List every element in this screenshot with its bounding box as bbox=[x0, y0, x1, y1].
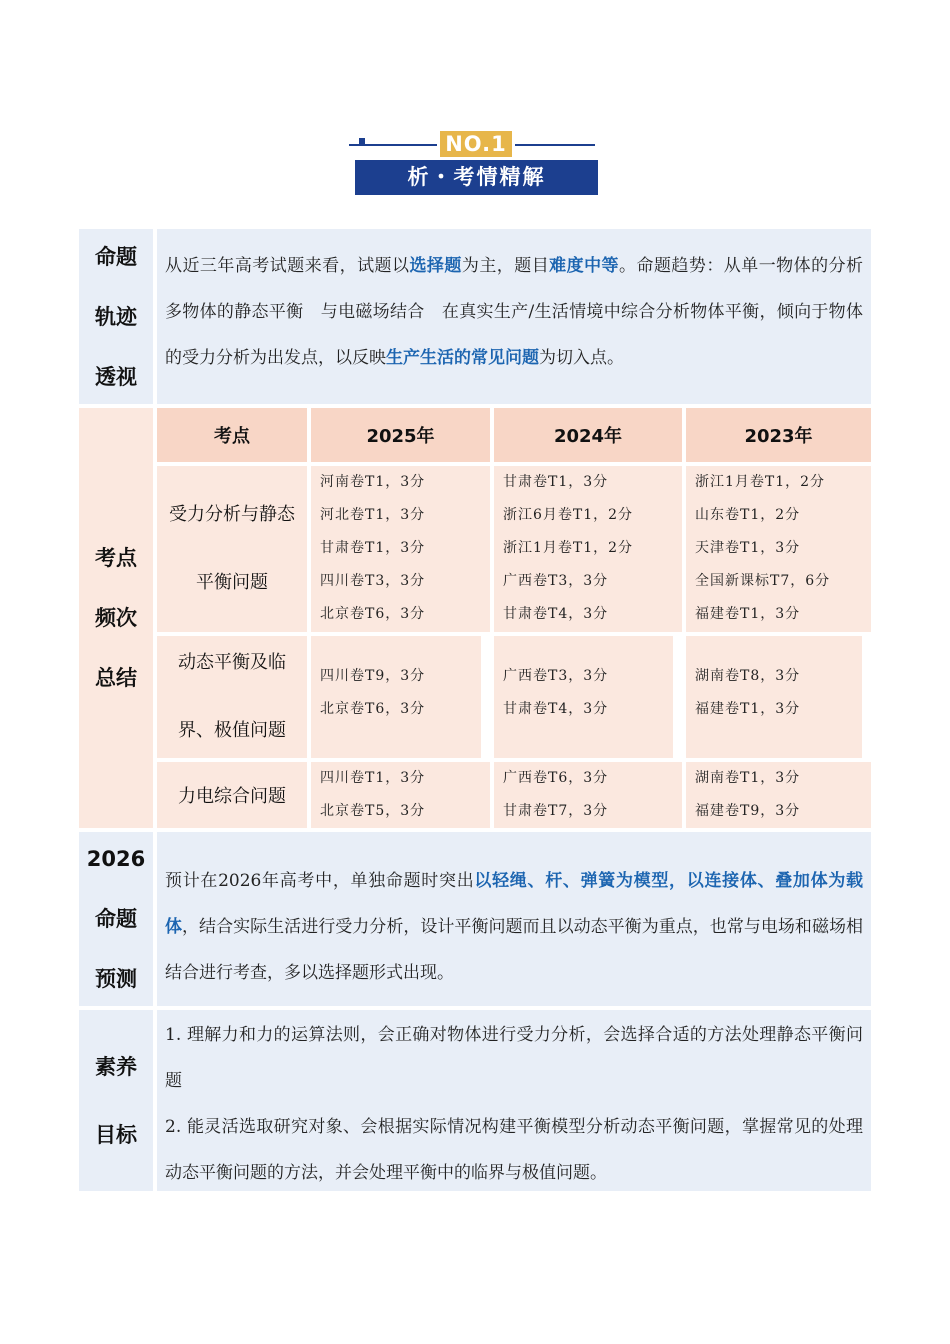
paragraph-text: 预计在2026年高考中，单独命题时突出 bbox=[165, 871, 475, 891]
literacy-item-1: 1. 理解力和力的运算法则，会正确对物体进行受力分析，会选择合适的方法处理静态平衡问题 bbox=[165, 1025, 863, 1091]
list-item: 四川卷T3，3分 bbox=[320, 573, 426, 589]
trajectory-label: 命题 轨迹 透视 bbox=[79, 229, 153, 404]
cell-row3-2025 bbox=[311, 762, 490, 828]
list-item: 四川卷T1，3分 bbox=[320, 770, 426, 786]
paragraph-text: ，结合实际生活进行受力分析，设计平衡问题而且以动态平衡为重点，也常与电场和磁场相结合进行考查，多以选择题形式出现。 bbox=[165, 917, 864, 983]
list-item: 河南卷T1，3分 bbox=[320, 474, 426, 490]
cell-row2-2023 bbox=[686, 636, 862, 758]
section-badge bbox=[345, 127, 605, 199]
badge-right-line bbox=[515, 144, 595, 146]
trajectory-row bbox=[79, 229, 881, 404]
section-title: 析・考情精解 bbox=[355, 160, 598, 195]
list-item: 河北卷T1，3分 bbox=[320, 507, 426, 523]
list-item: 山东卷T1，2分 bbox=[695, 507, 801, 523]
frequency-row bbox=[79, 408, 871, 828]
list-item: 四川卷T9，3分 bbox=[320, 668, 426, 684]
list-item: 天津卷T1，3分 bbox=[695, 540, 801, 556]
list-item: 广西卷T3，3分 bbox=[503, 573, 609, 589]
list-item: 甘肃卷T4，3分 bbox=[503, 701, 609, 717]
highlight-text: 难度中等 bbox=[549, 256, 620, 276]
list-item: 甘肃卷T1，3分 bbox=[320, 540, 426, 556]
list-item: 福建卷T1，3分 bbox=[695, 701, 801, 717]
list-item: 北京卷T6，3分 bbox=[320, 701, 426, 717]
prediction-label: 2026 命题 预测 bbox=[79, 832, 153, 1006]
section-number: NO.1 bbox=[440, 131, 512, 157]
cell-row1-2025 bbox=[311, 466, 490, 632]
list-item: 浙江6月卷T1，2分 bbox=[503, 507, 634, 523]
list-item: 广西卷T6，3分 bbox=[503, 770, 609, 786]
prediction-paragraph bbox=[157, 832, 871, 996]
list-item: 北京卷T5，3分 bbox=[320, 803, 426, 819]
trajectory-paragraph bbox=[157, 229, 881, 381]
cell-row3-2024 bbox=[494, 762, 682, 828]
highlight-text: 以轻绳、杆、弹簧为模型，以连接体、叠加体为载体 bbox=[165, 871, 864, 937]
highlight-text: 生产生活的常见问题 bbox=[386, 348, 539, 368]
header-topic: 考点 bbox=[157, 408, 307, 462]
badge-corner-marker bbox=[359, 138, 365, 144]
literacy-row bbox=[79, 1010, 871, 1191]
list-item: 北京卷T6，3分 bbox=[320, 606, 426, 622]
paragraph-text: 为主，题目 bbox=[461, 256, 550, 276]
trajectory-text bbox=[157, 229, 881, 404]
list-item: 浙江1月卷T1，2分 bbox=[695, 474, 826, 490]
list-item: 湖南卷T8，3分 bbox=[695, 668, 801, 684]
paragraph-text: 为切入点。 bbox=[539, 348, 624, 368]
list-item: 福建卷T1，3分 bbox=[695, 606, 801, 622]
frequency-table bbox=[157, 408, 871, 828]
list-item: 全国新课标T7，6分 bbox=[695, 573, 831, 589]
literacy-label: 素养 目标 bbox=[79, 1010, 153, 1191]
paragraph-text: 从近三年高考试题来看，试题以 bbox=[165, 256, 410, 276]
cell-row2-2024 bbox=[494, 636, 673, 758]
list-item: 福建卷T9，3分 bbox=[695, 803, 801, 819]
topic-force-electric: 力电综合问题 bbox=[157, 762, 307, 828]
paragraph-text: 。命题趋势：从单一物体的分析 多物体的静态平衡 与电磁场结合 在真实生产/生活情境中综合分析物体平衡，倾向于物体的受力分析为出发点，以反映 bbox=[165, 256, 881, 368]
cell-row3-2023 bbox=[686, 762, 871, 828]
badge-left-line bbox=[349, 144, 437, 146]
cell-row1-2023 bbox=[686, 466, 871, 632]
literacy-item-2: 2. 能灵活选取研究对象、会根据实际情况构建平衡模型分析动态平衡问题，掌握常见的处理动态平衡问题的方法，并会处理平衡中的临界与极值问题。 bbox=[165, 1117, 863, 1183]
list-item: 浙江1月卷T1，2分 bbox=[503, 540, 634, 556]
header-2024: 2024年 bbox=[494, 408, 682, 462]
literacy-text bbox=[157, 1010, 871, 1191]
list-item: 甘肃卷T4，3分 bbox=[503, 606, 609, 622]
highlight-text: 选择题 bbox=[409, 256, 462, 276]
list-item: 湖南卷T1，3分 bbox=[695, 770, 801, 786]
list-item: 甘肃卷T1，3分 bbox=[503, 474, 609, 490]
literacy-list bbox=[157, 1010, 871, 1196]
frequency-label: 考点 频次 总结 bbox=[79, 408, 153, 828]
prediction-row bbox=[79, 832, 871, 1006]
header-2025: 2025年 bbox=[311, 408, 490, 462]
header-2023: 2023年 bbox=[686, 408, 871, 462]
cell-row1-2024 bbox=[494, 466, 682, 632]
list-item: 广西卷T3，3分 bbox=[503, 668, 609, 684]
list-item: 甘肃卷T7，3分 bbox=[503, 803, 609, 819]
topic-static-balance: 受力分析与静态 平衡问题 bbox=[157, 466, 307, 632]
prediction-text bbox=[157, 832, 871, 1006]
cell-row2-2025 bbox=[311, 636, 481, 758]
topic-dynamic-balance: 动态平衡及临 界、极值问题 bbox=[157, 636, 307, 758]
